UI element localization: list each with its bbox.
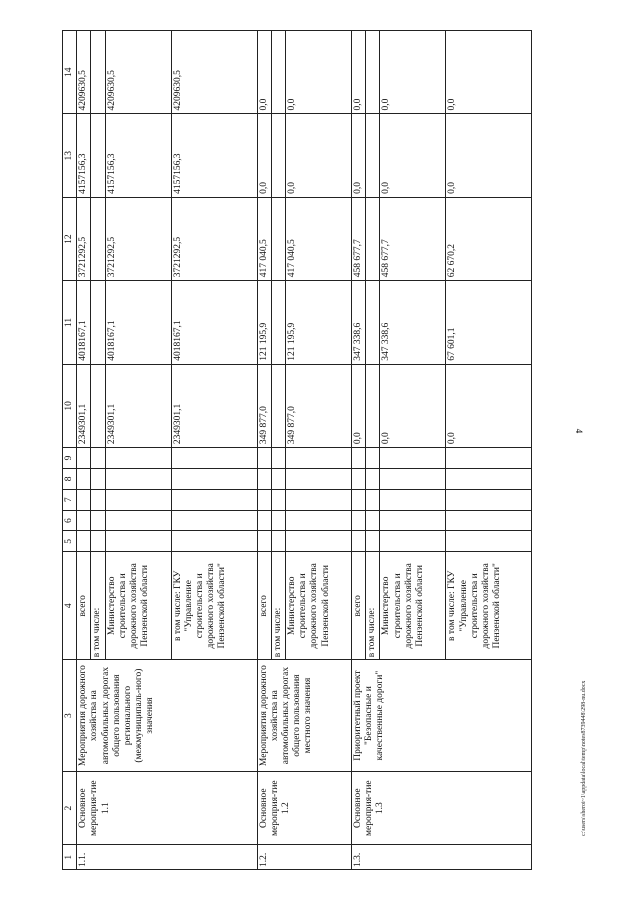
value-cell: 62 670,2	[446, 197, 532, 280]
header-cell: 14	[63, 31, 77, 114]
value-cell: 0,0	[286, 31, 352, 114]
value-cell: 347 338,6	[352, 281, 366, 364]
event-description: Приоритетный проект "Безопасные и качественные дороги"	[352, 660, 532, 772]
executor-label: в том числе: ГКУ "Управление строительства и дорожного хозяйства Пензенской области"	[171, 552, 257, 660]
header-cell: 5	[63, 531, 77, 552]
value-cell: 0,0	[352, 114, 366, 197]
value-cell: 4209630,5	[171, 31, 257, 114]
value-cell: 3721292,5	[105, 197, 171, 280]
executor-label: Министерство строительства и дорожного хозяйства Пензенской области	[380, 552, 446, 660]
row-number: 1.3.	[352, 845, 532, 870]
header-cell: 1	[63, 845, 77, 870]
header-cell: 10	[63, 364, 77, 447]
value-cell: 4157156,3	[171, 114, 257, 197]
value-cell: 3721292,5	[77, 197, 91, 280]
value-cell: 4157156,3	[105, 114, 171, 197]
value-cell: 4018167,1	[105, 281, 171, 364]
executor-label: в том числе:	[91, 552, 105, 660]
header-cell: 9	[63, 448, 77, 469]
event-name: Основное мероприя-тие 1.2	[257, 771, 351, 845]
executor-label: Министерство строительства и дорожного хозяйства Пензенской области	[286, 552, 352, 660]
executor-label: всего	[77, 552, 91, 660]
header-cell: 6	[63, 510, 77, 531]
row-number: 1.2.	[257, 845, 351, 870]
value-cell: 2349301,1	[77, 364, 91, 447]
header-cell: 8	[63, 468, 77, 489]
value-cell: 2349301,1	[105, 364, 171, 447]
value-cell: 0,0	[257, 114, 271, 197]
value-cell: 0,0	[352, 364, 366, 447]
value-cell: 417 040,5	[286, 197, 352, 280]
executor-label: всего	[352, 552, 366, 660]
value-cell: 4018167,1	[77, 281, 91, 364]
value-cell: 349 877,0	[286, 364, 352, 447]
value-cell: 458 677,7	[352, 197, 366, 280]
footer-file-path-text: c:\users\sheroi~1\appdata\local\temp\notes8739448\298-nu.docx	[581, 680, 587, 836]
header-cell: 2	[63, 771, 77, 845]
footer-file-path	[581, 680, 591, 846]
value-cell: 121 195,9	[286, 281, 352, 364]
executor-label: в том числе:	[366, 552, 380, 660]
header-cell: 7	[63, 489, 77, 510]
value-cell: 0,0	[380, 364, 446, 447]
value-cell: 349 877,0	[257, 364, 271, 447]
value-cell: 0,0	[286, 114, 352, 197]
header-cell: 4	[63, 552, 77, 660]
executor-label: в том числе:	[271, 552, 285, 660]
value-cell: 417 040,5	[257, 197, 271, 280]
value-cell: 121 195,9	[257, 281, 271, 364]
value-cell: 4209630,5	[105, 31, 171, 114]
table-row	[352, 31, 366, 870]
event-description: Мероприятия дорожного хозяйства на автомобильных дорогах общего пользования регионального (межмуниципаль-ного) значения	[77, 660, 257, 772]
value-cell: 0,0	[380, 114, 446, 197]
executor-label: Министерство строительства и дорожного хозяйства Пензенской области	[105, 552, 171, 660]
table-row	[257, 31, 271, 870]
event-description: Мероприятия дорожного хозяйства на автомобильных дорогах общего пользования местного значения	[257, 660, 351, 772]
value-cell: 4157156,3	[77, 114, 91, 197]
header-cell: 11	[63, 281, 77, 364]
event-name: Основное мероприя-тие 1.3	[352, 771, 532, 845]
value-cell: 0,0	[446, 364, 532, 447]
event-name: Основное мероприя-тие 1.1	[77, 771, 257, 845]
value-cell: 0,0	[446, 114, 532, 197]
value-cell: 0,0	[257, 31, 271, 114]
value-cell: 3721292,5	[171, 197, 257, 280]
value-cell: 0,0	[352, 31, 366, 114]
table-row	[77, 31, 91, 870]
value-cell: 458 677,7	[380, 197, 446, 280]
rotated-table-container	[62, 30, 572, 870]
executor-label: в том числе: ГКУ "Управление строительства и дорожного хозяйства Пензенской области"	[446, 552, 532, 660]
value-cell: 4018167,1	[171, 281, 257, 364]
executor-label: всего	[257, 552, 271, 660]
header-cell: 13	[63, 114, 77, 197]
header-cell: 3	[63, 660, 77, 772]
value-cell: 2349301,1	[171, 364, 257, 447]
header-row	[63, 31, 77, 870]
header-cell: 12	[63, 197, 77, 280]
row-number: 1.1.	[77, 845, 257, 870]
page-number: 4	[574, 428, 584, 434]
value-cell: 347 338,6	[380, 281, 446, 364]
value-cell: 67 601,1	[446, 281, 532, 364]
value-cell: 0,0	[380, 31, 446, 114]
value-cell: 4209630,5	[77, 31, 91, 114]
value-cell: 0,0	[446, 31, 532, 114]
financing-table	[62, 30, 532, 870]
